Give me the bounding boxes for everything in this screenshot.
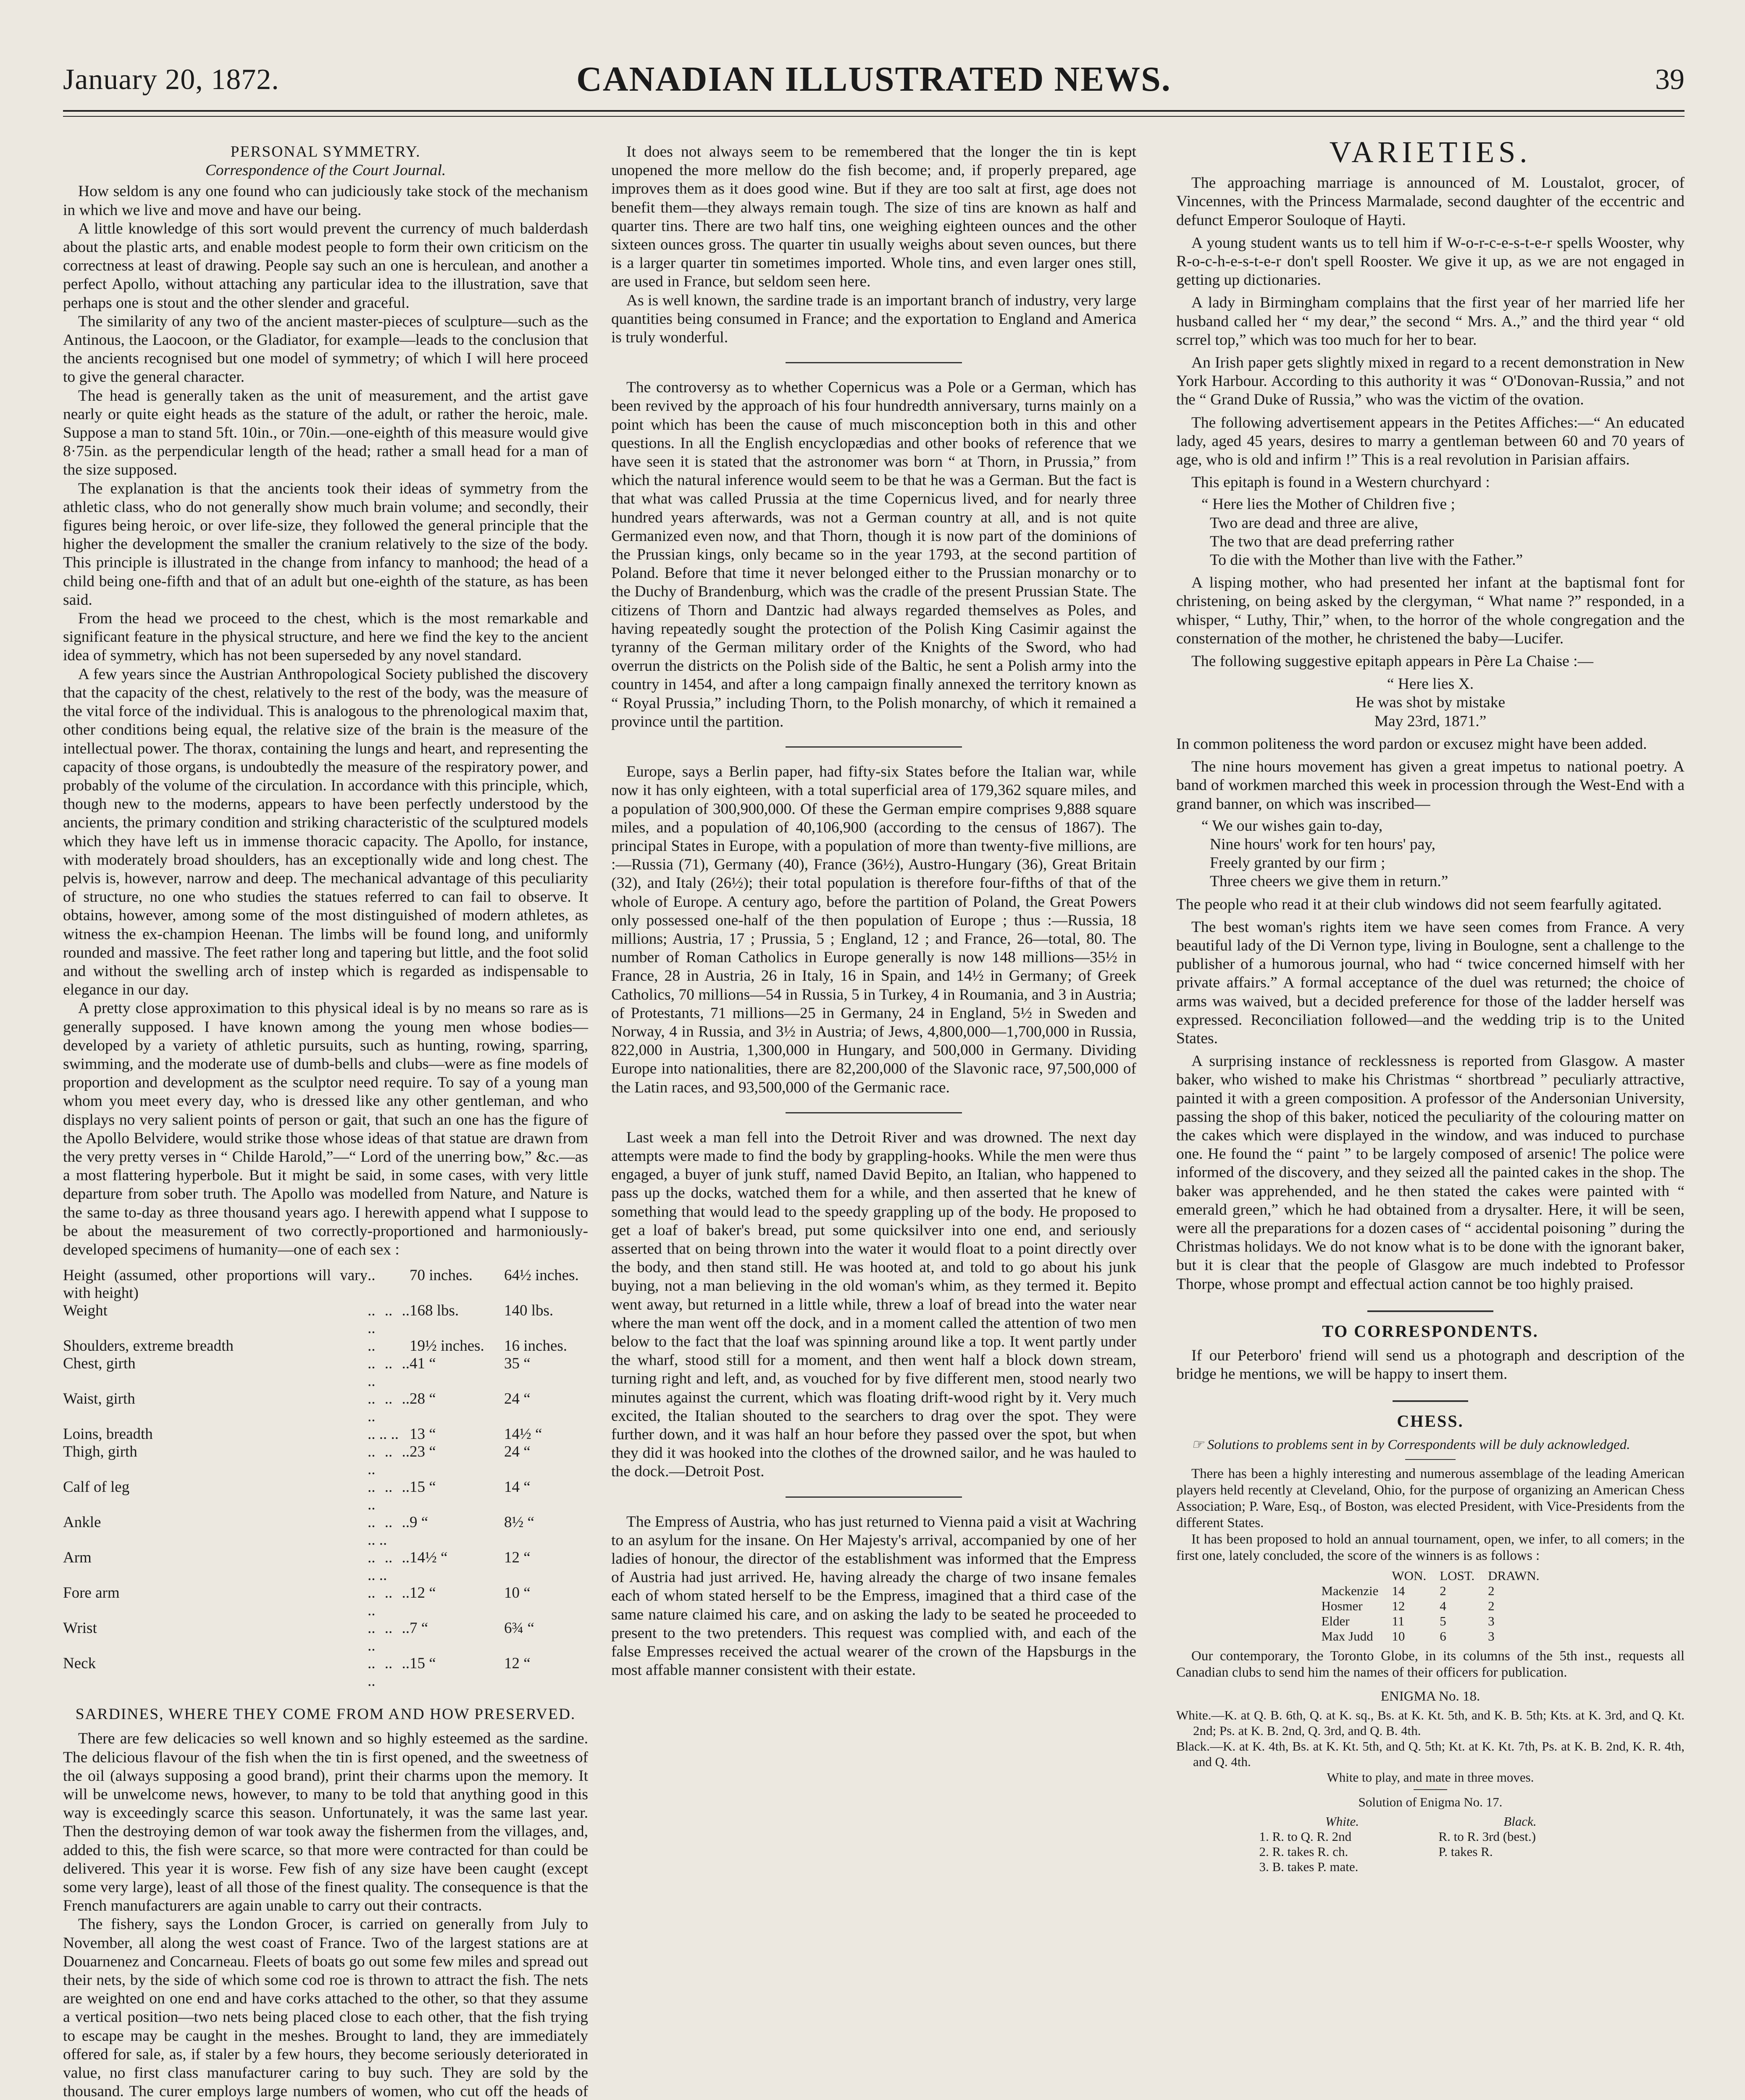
issue-date: January 20, 1872. <box>63 63 279 96</box>
measurement-label: Ankle <box>63 1514 101 1531</box>
masthead <box>63 50 1685 105</box>
column-1 <box>63 143 588 2100</box>
female-value: 12 “ <box>504 1549 531 1567</box>
paragraph: There are few delicacies so well known and so highly esteemed as the sardine. The delicious flavour of the fish when the tin is first opened, and the sweetness of the oil (always supposing a good brand), print their charms upon the memory. It will be unwelcome news, however, to many to be told that anything good in this way is exceedingly scarce this season. Unfortunately, it was the same last year. Then the destroying demon of war took away the fishermen from the villages, and, added to this, the fish were scarce, so that more were contracted for than could be delivered. This year it is worse. Few fish of any size have been caught (except some very large), least of all those of the finest quality. The consequence is that the French manufacturers are again unable to carry out their contracts. <box>63 1730 588 1915</box>
measurement-row <box>63 1302 588 1337</box>
male-value: 70 inches. <box>410 1267 473 1284</box>
leader-dots: .. .. .. .. <box>368 1584 410 1620</box>
lost-count: 2 <box>1440 1583 1446 1598</box>
paragraph: The nine hours movement has given a great impetus to national poetry. A band of workmen marched this week in procession through the West-End with a grand banner, on which was inscribed— <box>1176 758 1685 813</box>
female-value: 16 inches. <box>504 1337 568 1355</box>
epitaph-line: “ Here lies X. <box>1387 675 1474 693</box>
measurement-row <box>63 1478 588 1514</box>
section-title: TO CORRESPONDENTS. <box>1322 1321 1539 1341</box>
epitaph-line: He was shot by mistake <box>1355 694 1506 711</box>
measurement-label: Fore arm <box>63 1584 120 1602</box>
poem-line: Two are dead and three are alive, <box>1210 514 1419 532</box>
enigma-black: Black.—K. at K. 4th, Bs. at K. Kt. 5th, and Q. 5th; Kt. at K. Kt. 7th, Ps. at K. B. 2nd, K. R. 4th, and Q. 4th. <box>1176 1738 1685 1769</box>
column-3 <box>1176 135 1685 1879</box>
measurement-label: Height (assumed, other proportions will vary with height) <box>63 1267 368 1302</box>
lost-count: 5 <box>1440 1613 1446 1628</box>
female-value: 140 lbs. <box>504 1302 554 1320</box>
male-value: 23 “ <box>410 1443 436 1461</box>
paragraph: The approaching marriage is announced of M. Loustalot, grocer, of Vincennes, with the Princess Marmalade, second daughter of the eccentric and defunct Emperor Souloque of Hayti. <box>1176 174 1685 229</box>
male-value: 28 “ <box>410 1390 436 1408</box>
player-name: Hosmer <box>1321 1598 1363 1613</box>
paragraph: How seldom is any one found who can judiciously take stock of the mechanism in which we live and move and have our being. <box>63 183 588 219</box>
poem-line: “ Here lies the Mother of Children five ; <box>1201 496 1455 513</box>
lost-count: 4 <box>1440 1598 1446 1613</box>
paragraph: The similarity of any two of the ancient master-pieces of sculpture—such as the Antinous, the Laocoon, or the Gladiator, for example—leads to the conclusion that the ancients recognised but one model of symmetry; of which I will here proceed to give the general character. <box>63 312 588 386</box>
section-divider <box>786 746 962 748</box>
leader-dots: .. <box>368 1337 376 1355</box>
section-divider <box>786 362 962 363</box>
drawn-count: 3 <box>1488 1628 1495 1643</box>
paragraph: The following advertisement appears in the Petites Affiches:—“ An educated lady, aged 45 years, desires to marry a gentleman between 60 and 70 years of age, who is old and infirm !” This is a real revolution in Parisian affairs. <box>1176 414 1685 469</box>
paragraph: A pretty close approximation to this physical ideal is by no means so rare as is generally supposed. I have known among the young men whose bodies—developed by a variety of athletic pursuits, such as hunting, rowing, sparring, swimming, and the moderate use of dumb-bells and clubs—were as fine models of proportion and development as the sculptor need require. To say of a young man whom you meet every day, who is dressed like any other gentleman, and who displays no very salient points of person or gait, that such an one has the figure of the Apollo Belvidere, would strike those whose ideas of that statue are drawn from the very pretty verses in “ Childe Harold,”—“ Lord of the unerring bow,” &c.—as a most flattering hyperbole. But it might be said, in some cases, with very little departure from sober truth. The Apollo was modelled from Nature, and Nature is the same to-day as three thousand years ago. I herewith append what I suppose to be about the measurement of two correctly-proportioned and harmoniously-developed specimens of humanity—one of each sex : <box>63 1000 588 1258</box>
white-move: 2. R. takes R. ch. <box>1259 1844 1348 1859</box>
measurement-label: Waist, girth <box>63 1390 135 1408</box>
male-value: 14½ “ <box>410 1549 448 1567</box>
solution-table <box>1253 1814 1608 1874</box>
measurement-row <box>63 1390 588 1425</box>
solution-header: Black. <box>1503 1814 1537 1829</box>
won-count: 12 <box>1392 1598 1405 1613</box>
score-row <box>1314 1614 1546 1629</box>
white-move: 3. B. takes P. mate. <box>1259 1859 1359 1874</box>
male-value: 12 “ <box>410 1584 436 1602</box>
measurement-row <box>63 1549 588 1584</box>
player-name: Max Judd <box>1321 1628 1373 1643</box>
masthead-rule <box>63 110 1685 112</box>
leader-dots: .. .. .. .. <box>368 1478 410 1514</box>
female-value: 64½ inches. <box>504 1267 579 1284</box>
paragraph: The best woman's rights item we have seen comes from France. A very beautiful lady of the Di Vernon type, living in Boulogne, sent a challenge to the publisher of a humorous journal, who had “ twice concerned himself with her private affairs.” A formal acceptance of the duel was returned; the choice of arms was waived, but a decided preference for those of the ladder herself was expressed. Reconciliation followed—and the wedding trip is to the United States. <box>1176 918 1685 1047</box>
paragraph: From the head we proceed to the chest, which is the most remarkable and significant feature in the physical structure, and here we find the key to the ancient idea of symmetry, which has not been superseded by any novel standard. <box>63 610 588 664</box>
epitaph <box>1176 675 1685 731</box>
score-header: LOST. <box>1440 1568 1475 1583</box>
white-move: 1. R. to Q. R. 2nd <box>1259 1829 1352 1844</box>
paragraph: A lisping mother, who had presented her infant at the baptismal font for christening, on being asked by the clergyman, “ What name ?” responded, in a whisper, “ Luthy, Thir,” when, to the horror of the whole congregation and the consternation of the mother, he christened the baby—Lucifer. <box>1176 574 1685 647</box>
male-value: 41 “ <box>410 1355 436 1373</box>
solution-row <box>1253 1829 1608 1844</box>
female-value: 10 “ <box>504 1584 531 1602</box>
masthead-rule-thin <box>63 116 1685 117</box>
poem-line: To die with the Mother than live with the Father.” <box>1210 551 1523 569</box>
paragraph: Europe, says a Berlin paper, had fifty-six States before the Italian war, while now it has only eighteen, with a total superficial area of 179,362 square miles, and a population of 300,900,000. Of these the German empire comprises 9,888 square miles, and a population of 40,106,900 (according to the census of 1867). The principal States in Europe, with a population of more than twenty-five millions, are :—Russia (71), Germany (40), France (36½), Austro-Hungary (36), Great Britain (32), and Italy (26½); their total population is therefore four-fifths of that of the whole of Europe. A century ago, before the partition of Poland, the Great Powers only possessed one-half of the then population of Europe ; thus :—Russia, 18 millions; Austria, 17 ; Prussia, 5 ; England, 12 ; and France, 26—total, 80. The number of Roman Catholics in Europe generally is now 148 millions—35½ in France, 28 in Austria, 26 in Italy, 16 in Spain, and 14½ in Germany; of Greek Catholics, 70 millions—54 in Russia, 5 in Turkey, 4 in Roumania, and 3 in Austria; of Protestants, 71 millions—25 in Germany, 24 in England, 5½ in Sweden and Norway, 4 in Russia, and 3½ in Austria; of Jews, 4,800,000—1,700,000 in Russia, 822,000 in Austria, 1,300,000 in Hungary, and 500,000 in Germany. Dividing Europe into nationalities, there are 82,200,000 of the Slavonic race, 97,500,000 of the Latin races, and 93,500,000 of the Germanic race. <box>611 763 1136 1096</box>
divider <box>1405 1459 1456 1460</box>
score-header: DRAWN. <box>1488 1568 1540 1583</box>
measurement-label: Arm <box>63 1549 92 1567</box>
paragraph: Last week a man fell into the Detroit River and was drowned. The next day attempts were made to find the body by grappling-hooks. While the men were thus engaged, a buyer of junk stuff, named David Bepito, an Italian, who happened to pass up the docks, watched them for a while, and then asserted that he knew of something that would lead to the speedy grappling up of the body. He proposed to get a loaf of baker's bread, put some quicksilver into one end, and seriously asserted that on being thrown into the water it would float to a point directly over the body, and then stand still. He was hooted at, and told to go about his junk buying, not a man believing in the old woman's whim, as they termed it. Bepito went away, but returned in a little while, threw a loaf of bread into the water near where the man went off the dock, and in a moment called the attention of two men below to the fact that the loaf was spinning around like a top. It went partly under the wharf, stood still for a moment, and then went half a block down stream, turning right and left, and, as vouched for by five different men, stood nearly two minutes against the current, which was floating drift-wood right by it. Very much excited, the Italian shouted to the searchers to drag over the spot. They were further down, and it was half an hour before they passed over the spot, but when they did it was hooked into the clothes of the drowned sailor, and he was hauled to the dock.—Detroit Post. <box>611 1129 1136 1480</box>
newspaper-title: CANADIAN ILLUSTRATED NEWS. <box>576 60 1171 99</box>
paragraph: The head is generally taken as the unit of measurement, and the artist gave nearly or quite eight heads as the stature of the adult, or rather the heroic, male. Suppose a man to stand 5ft. 10in., or 70in.—one-eighth of this measure would give 8·75in. as the perpendicular length of the head; rather a small head for a man of the size supposed. <box>63 387 588 479</box>
black-move <box>1432 1859 1608 1874</box>
male-value: 15 “ <box>410 1478 436 1496</box>
won-count: 14 <box>1392 1583 1405 1598</box>
measurement-label: Thigh, girth <box>63 1443 137 1461</box>
female-value: 8½ “ <box>504 1514 534 1531</box>
leader-dots: .. .. .. .. <box>368 1390 410 1425</box>
won-count: 11 <box>1392 1613 1405 1628</box>
measurement-row <box>63 1655 588 1690</box>
paragraph: Our contemporary, the Toronto Globe, in its columns of the 5th inst., requests all Canadian clubs to send him the names of their officers for publication. <box>1176 1648 1685 1680</box>
epitaph-line: May 23rd, 1871.” <box>1374 712 1487 730</box>
paragraph: The Empress of Austria, who has just returned to Vienna paid a visit at Wachring to an asylum for the insane. On Her Majesty's arrival, accompanied by one of her ladies of honour, the director of the establishment was informed that the Empress of Austria had just arrived. He, having already the charge of two insane females each of whom stated herself to be the Empress, imagined that a third case of the same nature claimed his care, and on asking the lady to be seated he proceeded to present to the two pretenders. This request was complied with, and each of the false Empresses received the actual wearer of the crown of the Hapsburgs in the most affable manner consistent with their estate. <box>611 1513 1136 1679</box>
leader-dots: .. .. .. .. <box>368 1443 410 1478</box>
won-count: 10 <box>1392 1628 1405 1643</box>
measurement-label: Loins, breadth <box>63 1425 153 1443</box>
paragraph: This epitaph is found in a Western churchyard : <box>1191 474 1490 491</box>
paragraph: A little knowledge of this sort would prevent the currency of much balderdash about the plastic arts, and enable modest people to form their own criticism on the correctness at least of drawing. People say such an one is herculean, and another a perfect Apollo, without attaching any particular idea to the illustration, save that perhaps one is stout and the other slender and graceful. <box>63 220 588 312</box>
paragraph: A young student wants us to tell him if W-o-r-c-e-s-t-e-r spells Wooster, why R-o-c-h-e-s-t-e-r don't spell Rooster. We give it up, as we are not engaged in getting up dictionaries. <box>1176 234 1685 289</box>
score-row <box>1314 1583 1546 1599</box>
enigma-title: ENIGMA No. 18. <box>1380 1688 1480 1704</box>
measurement-label: Calf of leg <box>63 1478 130 1496</box>
measurement-row <box>63 1267 588 1302</box>
section-divider <box>786 1112 962 1113</box>
female-value: 12 “ <box>504 1655 531 1672</box>
paragraph: A few years since the Austrian Anthropological Society published the discovery that the capacity of the chest, relatively to the rest of the body, was the measure of the vital force of the individual. This is analogous to the phrenological maxim that, other conditions being equal, the relative size of the brain is the measure of the intellectual power. The thorax, containing the lungs and heart, and representing the capacity of those organs, is undoubtedly the measure of the respiratory power, and probably of the volume of the circulation. In accordance with this principle, which, though new to the moderns, appears to have been perfectly understood by the ancients, the primary condition and striking characteristic of the sculptured models which they have left us in immense thoracic capacity. The Apollo, for instance, with moderately broad shoulders, has an exceptionally wide and long chest. The pelvis is, however, narrow and deep. The mechanical advantage of this peculiarity of structure, no one who studies the statues referred to can fail to observe. It obtains, however, among some of the most distinguished of modern athletes, as witness the ex-champion Heenan. The limbs will be found long, and uniformly rounded and massive. The feet rather long and tapering but little, and the foot solid and without the swelling arch of instep which is regarded as indispensable to elegance in our day. <box>63 665 588 999</box>
measurement-label: Chest, girth <box>63 1355 136 1373</box>
male-value: 7 “ <box>410 1620 428 1637</box>
leader-dots: .. .. .. .. <box>368 1302 410 1337</box>
ornament-divider <box>1367 1310 1493 1312</box>
measurement-label: Neck <box>63 1655 96 1672</box>
measurement-row <box>63 1443 588 1478</box>
female-value: 24 “ <box>504 1390 531 1408</box>
leader-dots: .. .. .. .. .. <box>368 1514 410 1549</box>
paragraph: The following suggestive epitaph appears in Père La Chaise :— <box>1191 653 1594 670</box>
drawn-count: 2 <box>1488 1598 1495 1613</box>
score-header: WON. <box>1392 1568 1427 1583</box>
leader-dots: .. .. .. <box>368 1425 399 1443</box>
section-divider <box>786 1496 962 1498</box>
measurement-row <box>63 1355 588 1390</box>
female-value: 14½ “ <box>504 1425 542 1443</box>
measurement-row <box>63 1425 588 1443</box>
paragraph: It has been proposed to hold an annual tournament, open, we infer, to all comers; in the first one, lately concluded, the score of the winners is as follows : <box>1176 1531 1685 1563</box>
paragraph: An Irish paper gets slightly mixed in regard to a recent demonstration in New York Harbour. According to this authority it was “ O'Donovan-Russia,” and not the “ Grand Duke of Russia,” who was the victim of the ovation. <box>1176 354 1685 409</box>
solution-row <box>1253 1859 1608 1874</box>
divider <box>1414 1789 1447 1790</box>
male-value: 168 lbs. <box>410 1302 459 1320</box>
player-name: Mackenzie <box>1321 1583 1379 1598</box>
measurement-label: Shoulders, extreme breadth <box>63 1337 234 1355</box>
leader-dots: .. .. .. .. <box>368 1655 410 1690</box>
measurement-row <box>63 1514 588 1549</box>
solution-row <box>1253 1844 1608 1859</box>
measurement-row <box>63 1584 588 1620</box>
paragraph: The fishery, says the London Grocer, is carried on generally from July to November, all along the west coast of France. Two of the largest stations are at Douarnenez and Concarneau. Fleets of boats go out some few miles and spread out their nets, by the side of which some cod roe is thrown to attract the fish. The nets are weighted on one end and have corks attached to the other, so that they assume a vertical position—two nets being placed close to each other, that the fish trying to escape may be caught in the meshes. Brought to land, they are immediately offered for sale, as, if staler by a few hours, they become seriously deteriorated in value, no first class manufacturer caring to buy such. They are sold by the thousand. The curer employs large numbers of women, who cut off the heads of <box>63 1916 588 2100</box>
enigma-white: White.—K. at Q. B. 6th, Q. at K. sq., Bs. at K. Kt. 5th, and K. B. 5th; Kts. at K. 3rd, and Q. Kt. 2nd; Ps. at K. B. 2nd, Q. 3rd, and Q. B. 4th. <box>1176 1707 1685 1738</box>
paragraph: A surprising instance of recklessness is reported from Glasgow. A master baker, who wished to make his Christmas “ shortbread ” peculiarly attractive, painted it with a green composition. A professor of the Andersonian University, passing the shop of this baker, noticed the peculiarity of the colouring matter on the cakes which were displayed in the window, and was induced to purchase one. He found the “ paint ” to be largely composed of arsenic! The police were informed of the discovery, and they seized all the painted cakes in the shop. The baker was apprehended, and he then stated the cakes were painted with “ emerald green,” which he had obtained from a drysalter. Here, it will be seen, were all the preparations for a dozen cases of “ accidental poisoning ” during the Christmas holidays. We do not know what is to be done with the ignorant baker, but it is clear that the people of Glasgow are much indebted to Professor Thorpe, whose prompt and effectual action cannot be too highly praised. <box>1176 1053 1685 1293</box>
paragraph: It does not always seem to be remembered that the longer the tin is kept unopened the more mellow do the fish become; and, if properly prepared, age improves them as it does good wine. But if they are too salt at first, age does not benefit them—they always remain tough. The size of tins are known as half and quarter tins. There are two half tins, one weighing eighteen ounces and the other sixteen ounces gross. The quarter tin usually weighs about seven ounces, but there is a larger quarter tin sometimes imported. Whole tins, and even larger ones still, are used in France, but seldom seen here. <box>611 143 1136 291</box>
measurement-label: Wrist <box>63 1620 97 1637</box>
solution-title: Solution of Enigma No. 17. <box>1358 1794 1503 1809</box>
paragraph: If our Peterboro' friend will send us a photograph and description of the bridge he mentions, we will be happy to insert them. <box>1176 1347 1685 1383</box>
measurement-label: Weight <box>63 1302 108 1320</box>
score-table <box>1314 1568 1546 1644</box>
leader-dots: .. .. .. .. <box>368 1620 410 1655</box>
female-value: 6¾ “ <box>504 1620 534 1637</box>
paragraph: A lady in Birmingham complains that the first year of her married life her husband called her “ my dear,” the second “ Mrs. A.,” and the third year “ old scrrel top,” which was too much for her to bear. <box>1176 294 1685 349</box>
poem-line: Three cheers we give them in return.” <box>1210 873 1448 890</box>
paragraph: There has been a highly interesting and numerous assemblage of the leading American players held recently at Cleveland, Ohio, for the purpose of organizing an American Chess Association; P. Ware, Esq., of Boston, was elected President, with Vice-Presidents from the different States. <box>1176 1466 1685 1530</box>
chess-notice: ☞ Solutions to problems sent in by Correspondents will be duly acknowledged. <box>1191 1437 1630 1452</box>
male-value: 15 “ <box>410 1655 436 1672</box>
section-title: CHESS. <box>1397 1412 1464 1431</box>
article-subtitle: Correspondence of the Court Journal. <box>205 162 446 179</box>
drawn-count: 2 <box>1488 1583 1495 1598</box>
female-value: 24 “ <box>504 1443 531 1461</box>
measurement-table <box>63 1267 588 1690</box>
paragraph: As is well known, the sardine trade is an important branch of industry, very large quantities being consumed in France; and the exportation to England and America is truly wonderful. <box>611 291 1136 346</box>
paragraph: In common politeness the word pardon or excusez might have been added. <box>1176 735 1647 753</box>
player-name: Elder <box>1321 1613 1350 1628</box>
male-value: 19½ inches. <box>410 1337 484 1355</box>
measurement-row <box>63 1620 588 1655</box>
solution-header: White. <box>1325 1814 1359 1829</box>
enigma-instruction: White to play, and mate in three moves. <box>1327 1769 1534 1785</box>
black-move: P. takes R. <box>1438 1844 1493 1859</box>
female-value: 14 “ <box>504 1478 531 1496</box>
leader-dots: .. .. .. .. <box>368 1355 410 1390</box>
male-value: 13 “ <box>410 1425 436 1443</box>
paragraph: The controversy as to whether Copernicus was a Pole or a German, which has been revived by the approach of his four hundredth anniversary, turns mainly on a point which has been the cause of much misconception both in this and other questions. In all the English encyclopædias and other books of reference that we have seen it is stated that the astronomer was born “ at Thorn, in Prussia,” from which the natural inference would seem to be that he was a German. But the fact is that what was called Prussia at the time Copernicus lived, and for nearly three hundred years afterwards, was not a German country at all, and is not quite Germanized even now, and that Thorn, though it is now part of the dominions of the Prussian kings, only became so in the year 1793, at the second partition of Poland. Before that time it never belonged either to the Prussian monarchy or to the Duchy of Brandenburg, which was the cradle of the present Prussian State. The citizens of Thorn and Dantzic had always regarded themselves as Poles, and having repeatedly sought the protection of the Polish King Casimir against the tyranny of the German military order of the Knights of the Sword, who had overrun the districts on the Polish side of the Baltic, he sent a Polish army into the country in 1454, and after a long campaign finally annexed the territory known as “ Royal Prussia,” including Thorn, to the Polish monarchy, of which it remained a province until the partition. <box>611 379 1136 730</box>
leader-dots: .. <box>368 1267 376 1284</box>
score-row <box>1314 1599 1546 1614</box>
ornament-divider <box>1393 1400 1468 1402</box>
male-value: 9 “ <box>410 1514 428 1531</box>
measurement-row <box>63 1337 588 1355</box>
poem-line: Freely granted by our firm ; <box>1210 854 1385 872</box>
paragraph: The explanation is that the ancients took their ideas of symmetry from the athletic class, who do not generally show much brain volume; and secondly, their figures being heroic, or over life-size, they followed the general principle that the higher the development the smaller the cranium relatively to the size of the body. This principle is illustrated in the change from infancy to manhood; the head of a child being one-fifth and that of an adult but one-eighth of the stature, as has been said. <box>63 480 588 609</box>
article-title: PERSONAL SYMMETRY. <box>230 143 421 160</box>
lost-count: 6 <box>1440 1628 1446 1643</box>
poem <box>1201 817 1685 891</box>
section-title: VARIETIES. <box>1329 135 1532 169</box>
paragraph: The people who read it at their club windows did not seem fearfully agitated. <box>1176 895 1662 913</box>
score-row <box>1314 1629 1546 1644</box>
black-move: R. to R. 3rd (best.) <box>1438 1829 1536 1844</box>
column-2 <box>611 143 1136 1680</box>
poem-line: The two that are dead preferring rather <box>1210 533 1454 550</box>
page-number: 39 <box>1655 63 1685 96</box>
poem <box>1201 495 1685 570</box>
article-title: SARDINES, WHERE THEY COME FROM AND HOW PRESERVED. <box>75 1706 576 1723</box>
female-value: 35 “ <box>504 1355 531 1373</box>
poem-line: Nine hours' work for ten hours' pay, <box>1210 835 1436 853</box>
drawn-count: 3 <box>1488 1613 1495 1628</box>
poem-line: “ We our wishes gain to-day, <box>1201 817 1383 835</box>
leader-dots: .. .. .. .. .. <box>368 1549 410 1584</box>
